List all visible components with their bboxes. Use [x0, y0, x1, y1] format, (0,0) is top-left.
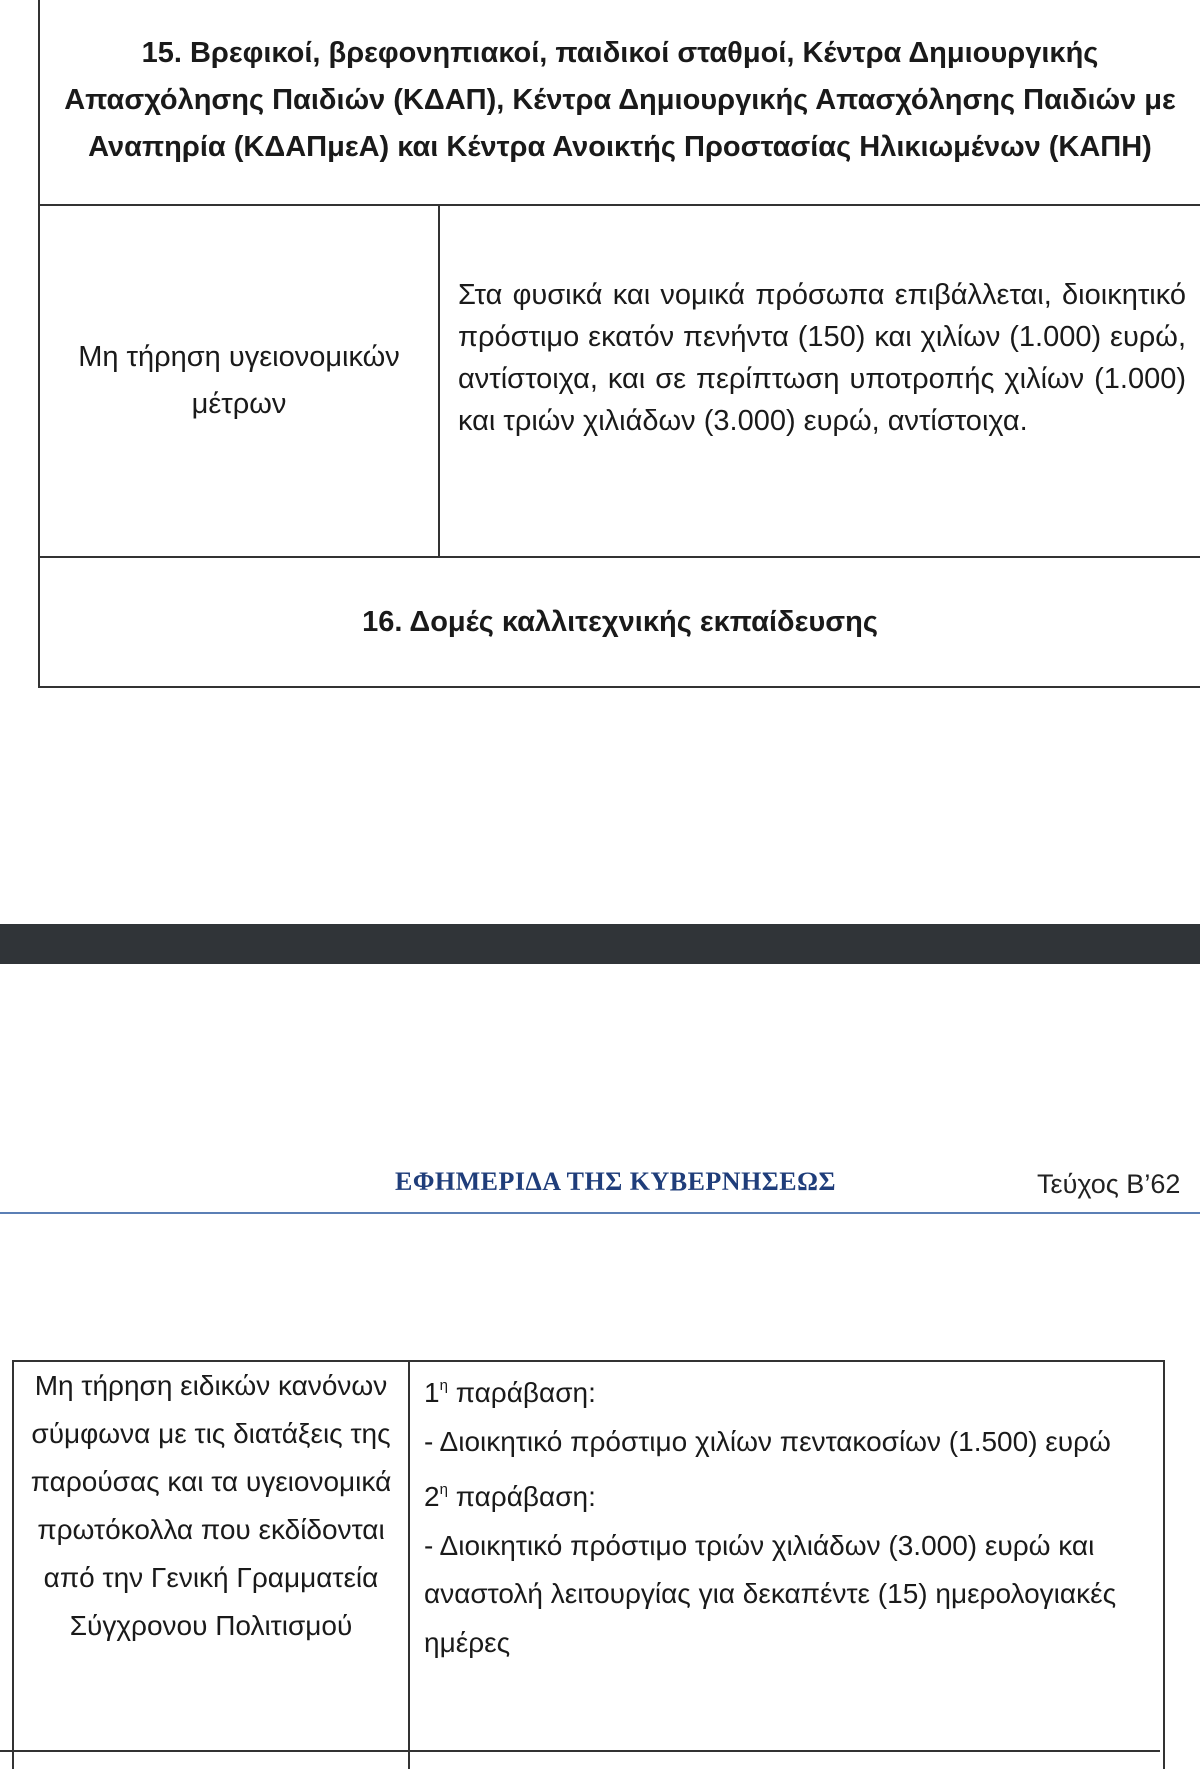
table-row-divider	[0, 1750, 1160, 1752]
penalty-table-top	[38, 0, 1200, 688]
section-15-row	[40, 206, 1200, 558]
section-16-violation: Μη τήρηση ειδικών κανόνων σύμφωνα με τις διατάξεις της παρούσας και τα υγειονομικά πρωτόκολλα που εκδίδονται από την Γενική Γραμματεία Σύγχρονου Πολιτισμού	[14, 1362, 410, 1769]
second-offense-penalty: - Διοικητικό πρόστιμο τριών χιλιάδων (3.000) ευρώ και αναστολή λειτουργίας για δεκαπέντε (15) ημερολογιακές ημέρες	[424, 1529, 1117, 1658]
gazette-title: ΕΦΗΜΕΡΙΔΑ ΤΗΣ ΚΥΒΕΡΝΗΣΕΩΣ	[395, 1167, 836, 1196]
first-offense-penalty: - Διοικητικό πρόστιμο χιλίων πεντακοσίων (1.500) ευρώ	[424, 1425, 1111, 1457]
issue-label: Τεύχος Β’62	[1037, 1169, 1181, 1199]
section-16-title: 16. Δομές καλλιτεχνικής εκπαίδευσης	[362, 605, 878, 638]
section-15-title: 15. Βρεφικοί, βρεφονηπιακοί, παιδικοί σταθμοί, Κέντρα Δημιουργικής Απασχόλησης Παιδιών (ΚΔΑΠ), Κέντρα Δημιουργικής Απασχόλησης Παιδιών με Αναπηρία (ΚΔΑΠμεΑ) και Κέντρα Ανοικτής Προστασίας Ηλικιωμένων (ΚΑΠΗ)	[40, 0, 1200, 206]
page-separator	[0, 924, 1200, 964]
section-15-violation: Μη τήρηση υγειονομικών μέτρων	[40, 206, 440, 556]
first-offense-label: $1^\eta$ παράβαση:	[424, 1377, 596, 1408]
penalty-table-bottom	[12, 1360, 1165, 1769]
header-rule	[0, 1212, 1200, 1214]
section-16-penalties	[410, 1362, 1163, 1769]
section-15-penalty: Στα φυσικά και νομικά πρόσωπα επιβάλλεται, διοικητικό πρόστιμο εκατόν πενήντα (150) και χιλίων (1.000) ευρώ, αντίστοιχα, και σε περίπτωση υποτροπής χιλίων (1.000) και τριών χιλιάδων (3.000) ευρώ, αντίστοιχα.	[458, 279, 1186, 437]
second-offense-label: $2^\eta$ παράβαση:	[424, 1481, 596, 1512]
